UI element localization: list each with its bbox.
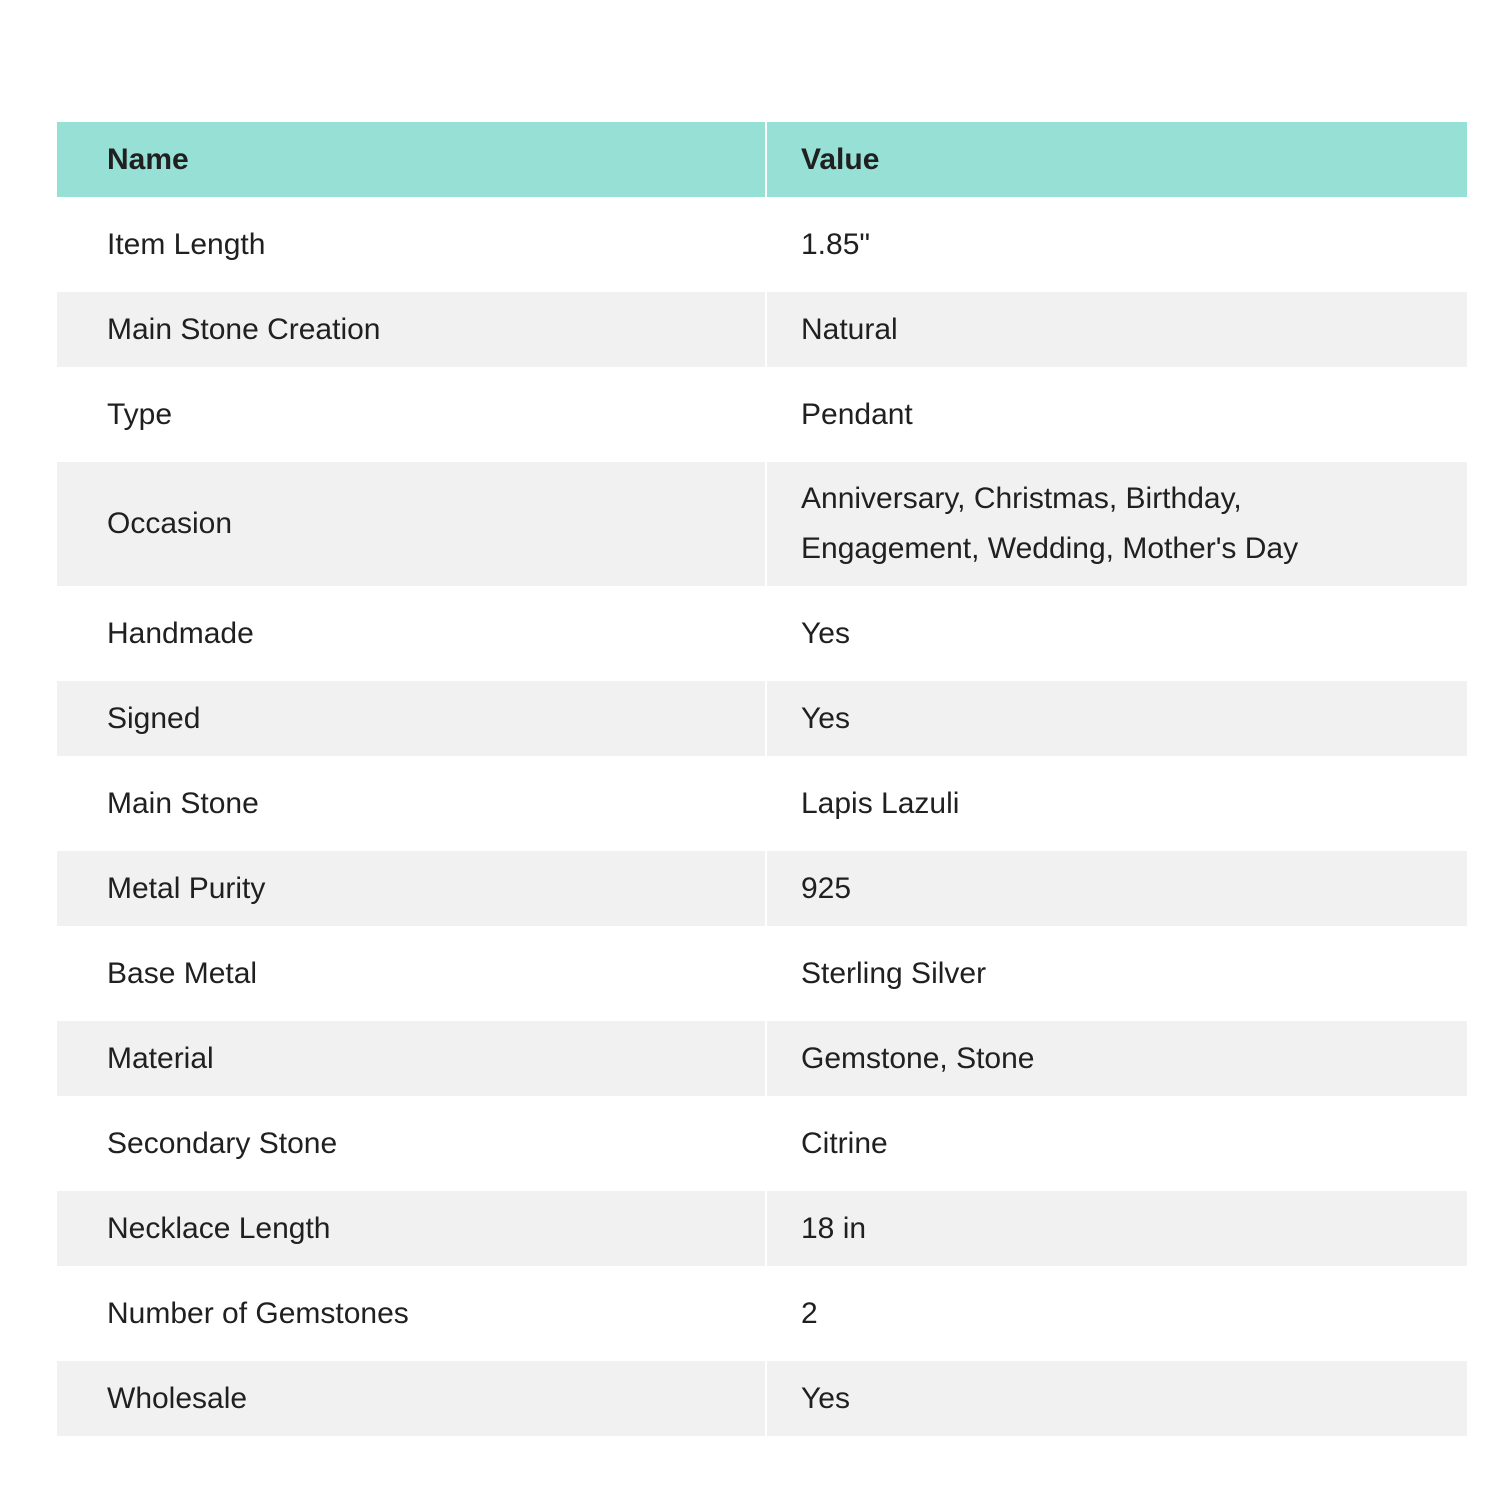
spec-value-cell <box>767 936 1467 1011</box>
product-spec-table <box>57 122 1467 1436</box>
table-row <box>57 292 1467 367</box>
spec-value-cell <box>767 1276 1467 1351</box>
spec-value: Yes <box>801 701 850 735</box>
spec-name-cell <box>57 596 767 671</box>
spec-value: Yes <box>801 1381 850 1415</box>
spec-name: Material <box>107 1041 214 1075</box>
spec-value: Pendant <box>801 397 913 431</box>
spec-value: 2 <box>801 1296 818 1330</box>
table-row <box>57 1276 1467 1351</box>
header-cell-name <box>57 122 767 197</box>
spec-name-cell <box>57 292 767 367</box>
table-row <box>57 462 1467 586</box>
table-row <box>57 1106 1467 1181</box>
spec-value-cell <box>767 766 1467 841</box>
table-row <box>57 207 1467 282</box>
spec-name: Main Stone Creation <box>107 312 381 346</box>
spec-value-cell <box>767 851 1467 926</box>
header-cell-value <box>767 122 1467 197</box>
table-row <box>57 936 1467 1011</box>
spec-value-cell <box>767 1106 1467 1181</box>
spec-value: 925 <box>801 871 852 905</box>
header-name-label: Name <box>107 142 189 176</box>
table-header-row <box>57 122 1467 197</box>
spec-name-cell <box>57 766 767 841</box>
spec-name-cell <box>57 377 767 452</box>
table-row <box>57 766 1467 841</box>
spec-value-cell <box>767 292 1467 367</box>
table-row <box>57 1191 1467 1266</box>
spec-name: Item Length <box>107 227 266 261</box>
table-row <box>57 596 1467 671</box>
spec-value-cell <box>767 1191 1467 1266</box>
spec-value: 1.85" <box>801 227 871 261</box>
spec-value: Citrine <box>801 1126 888 1160</box>
spec-name-cell <box>57 681 767 756</box>
spec-name-cell <box>57 1191 767 1266</box>
spec-name-cell <box>57 936 767 1011</box>
spec-value: 18 in <box>801 1211 867 1245</box>
spec-value: Anniversary, Christmas, Birthday, Engagement, Wedding, Mother's Day <box>801 482 1299 565</box>
spec-name: Occasion <box>107 507 233 540</box>
spec-value-cell <box>767 462 1467 586</box>
spec-name: Wholesale <box>107 1381 248 1415</box>
spec-name: Signed <box>107 701 201 735</box>
spec-name-cell <box>57 1106 767 1181</box>
spec-value-cell <box>767 596 1467 671</box>
spec-name: Number of Gemstones <box>107 1296 409 1330</box>
spec-value: Yes <box>801 616 850 650</box>
spec-value: Gemstone, Stone <box>801 1041 1035 1075</box>
table-row <box>57 681 1467 756</box>
table-row <box>57 377 1467 452</box>
spec-name: Base Metal <box>107 956 258 990</box>
spec-name: Handmade <box>107 616 254 650</box>
spec-name-cell <box>57 1276 767 1351</box>
spec-value-cell <box>767 1361 1467 1436</box>
table-row <box>57 1021 1467 1096</box>
spec-value: Sterling Silver <box>801 956 987 990</box>
spec-name-cell <box>57 851 767 926</box>
spec-name-cell <box>57 462 767 586</box>
spec-value-cell <box>767 1021 1467 1096</box>
spec-name: Necklace Length <box>107 1211 331 1245</box>
spec-name: Metal Purity <box>107 871 266 905</box>
spec-name: Main Stone <box>107 786 259 820</box>
table-row <box>57 1361 1467 1436</box>
spec-value-cell <box>767 207 1467 282</box>
spec-value: Natural <box>801 312 898 346</box>
spec-name-cell <box>57 1021 767 1096</box>
spec-name: Type <box>107 397 173 431</box>
spec-name-cell <box>57 1361 767 1436</box>
spec-name-cell <box>57 207 767 282</box>
spec-name: Secondary Stone <box>107 1126 338 1160</box>
table-row <box>57 851 1467 926</box>
header-value-label: Value <box>801 142 880 176</box>
spec-value-cell <box>767 681 1467 756</box>
spec-value: Lapis Lazuli <box>801 786 960 820</box>
spec-value-cell <box>767 377 1467 452</box>
